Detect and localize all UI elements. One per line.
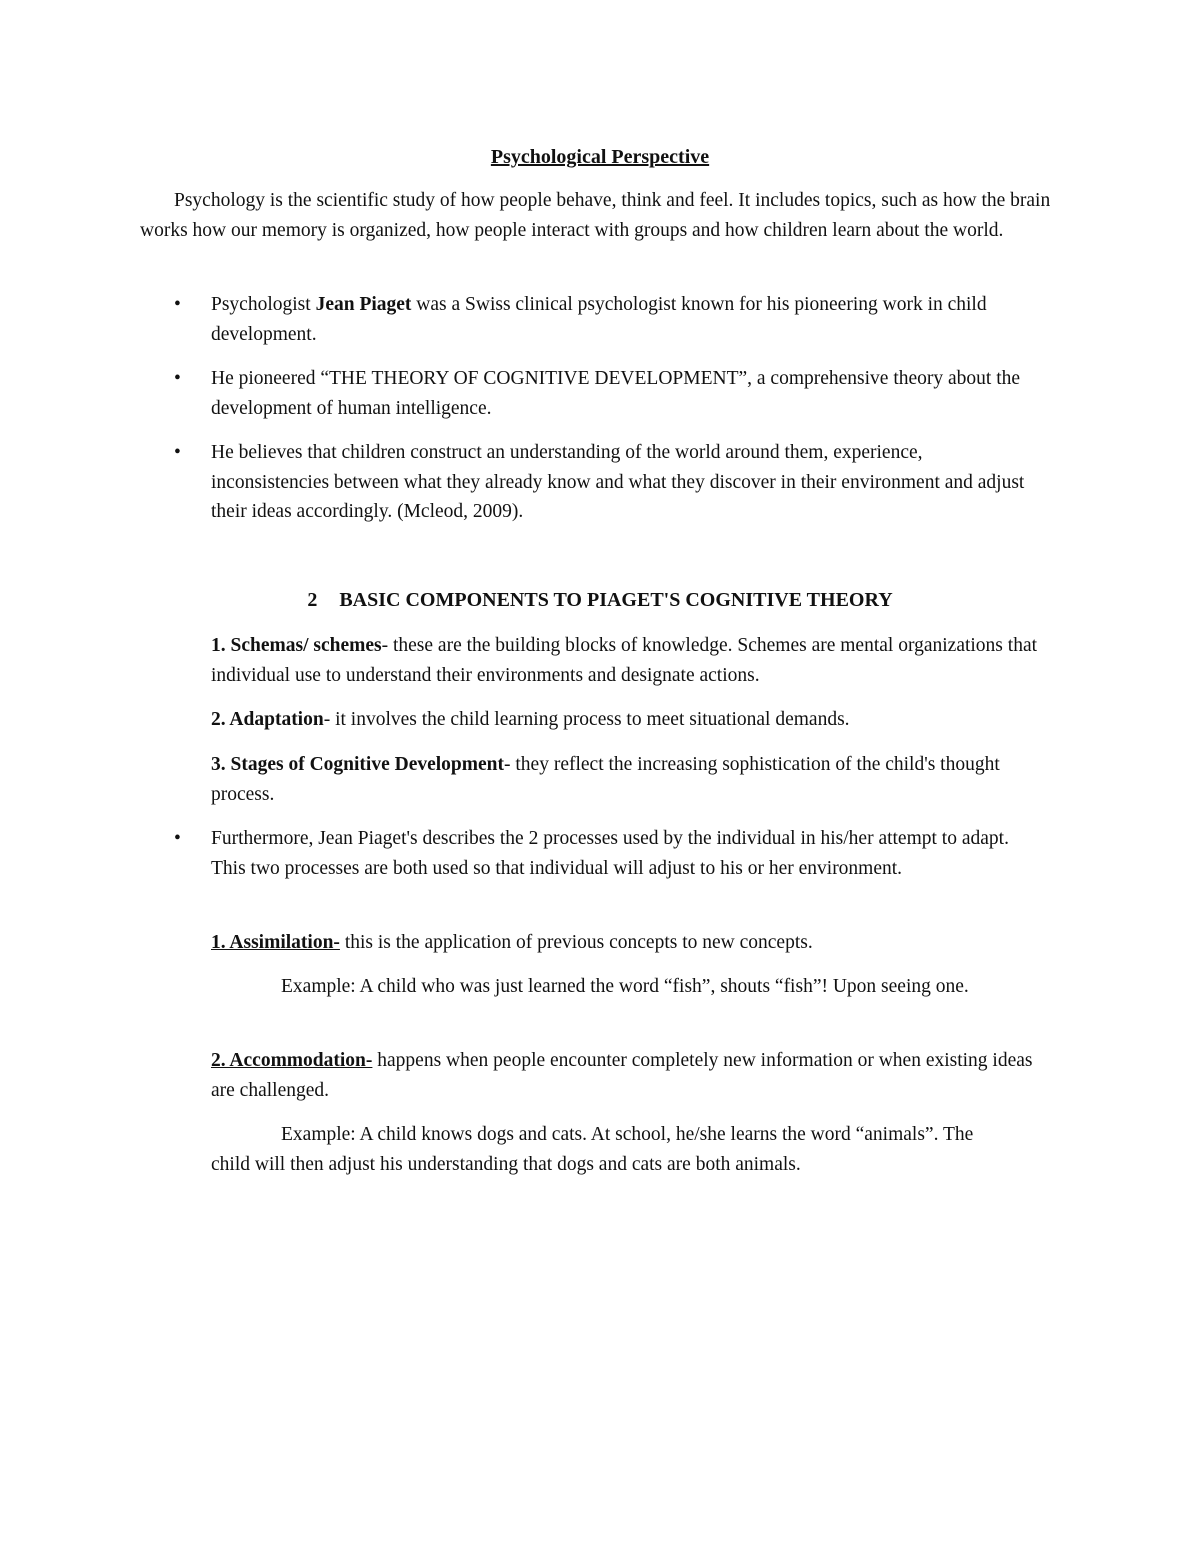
intro-paragraph: Psychology is the scientific study of how people behave, think and feel. It includes topics, such as how the brain works how our memory is organized, how people interact with groups and how children learn about the world. — [140, 190, 1051, 241]
component-text: - they reflect the increasing sophistication of the child's thought process. — [211, 754, 1000, 805]
bullet-prefix: Psychologist — [211, 294, 316, 315]
bullet-text: He believes that children construct an understanding of the world around them, experience, inconsistencies between what they already know and what they discover in their environment and adjust their ideas accordingly. (Mcleod, 2009). — [211, 442, 1025, 522]
bullet-icon: • — [174, 828, 181, 849]
bullet-item-piaget — [140, 290, 1040, 349]
bullet-text: He pioneered “THE THEORY OF COGNITIVE DEVELOPMENT”, a comprehensive theory about the development of human intelligence. — [211, 368, 1021, 419]
process-assimilation — [211, 928, 1051, 958]
section-heading-text: BASIC COMPONENTS TO PIAGET'S COGNITIVE THEORY — [339, 589, 893, 611]
bullet-item-theory — [140, 364, 1040, 423]
process-label: 2. Accommodation- — [211, 1050, 373, 1071]
example-accommodation: Example: A child knows dogs and cats. At school, he/she learns the word “animals”. The child will then adjust his understanding that dogs and cats are both animals. — [211, 1124, 974, 1175]
bullet-bold-name: Jean Piaget — [315, 294, 412, 315]
section-heading — [0, 586, 1200, 614]
bullet-icon: • — [174, 442, 181, 463]
process-accommodation — [211, 1046, 1051, 1105]
section-number: 2 — [307, 589, 318, 611]
bullet-icon: • — [174, 294, 181, 315]
bullet-suffix: was a Swiss clinical psychologist known for his pioneering work in child development. — [211, 294, 987, 345]
process-text: happens when people encounter completely new information or when existing ideas are challenged. — [211, 1050, 1033, 1101]
document-title: Psychological Perspective — [490, 146, 710, 168]
bullet-item-belief — [140, 438, 1040, 527]
bullet-item-furthermore — [140, 824, 1040, 883]
bullet-text — [211, 290, 1040, 349]
example-assimilation: Example: A child who was just learned the word “fish”, shouts “fish”! Upon seeing one. — [281, 976, 969, 997]
component-label: 1. Schemas/ schemes — [211, 635, 382, 656]
component-label: 3. Stages of Cognitive Development — [211, 754, 505, 775]
component-text: - it involves the child learning process to meet situational demands. — [323, 709, 850, 730]
bullet-icon: • — [174, 368, 181, 389]
component-adaptation — [211, 705, 1051, 735]
component-label: 2. Adaptation — [211, 709, 324, 730]
component-text: - these are the building blocks of knowledge. Schemes are mental organizations that individual use to understand their environments and designate actions. — [211, 635, 1038, 686]
process-text: this is the application of previous concepts to new concepts. — [339, 932, 813, 953]
process-label: 1. Assimilation- — [211, 932, 340, 953]
bullet-text: Furthermore, Jean Piaget's describes the 2 processes used by the individual in his/her attempt to adapt. This two processes are both used so that individual will adjust to his or her environment. — [211, 828, 1009, 879]
component-schemas — [211, 631, 1051, 690]
component-stages — [211, 750, 1051, 809]
